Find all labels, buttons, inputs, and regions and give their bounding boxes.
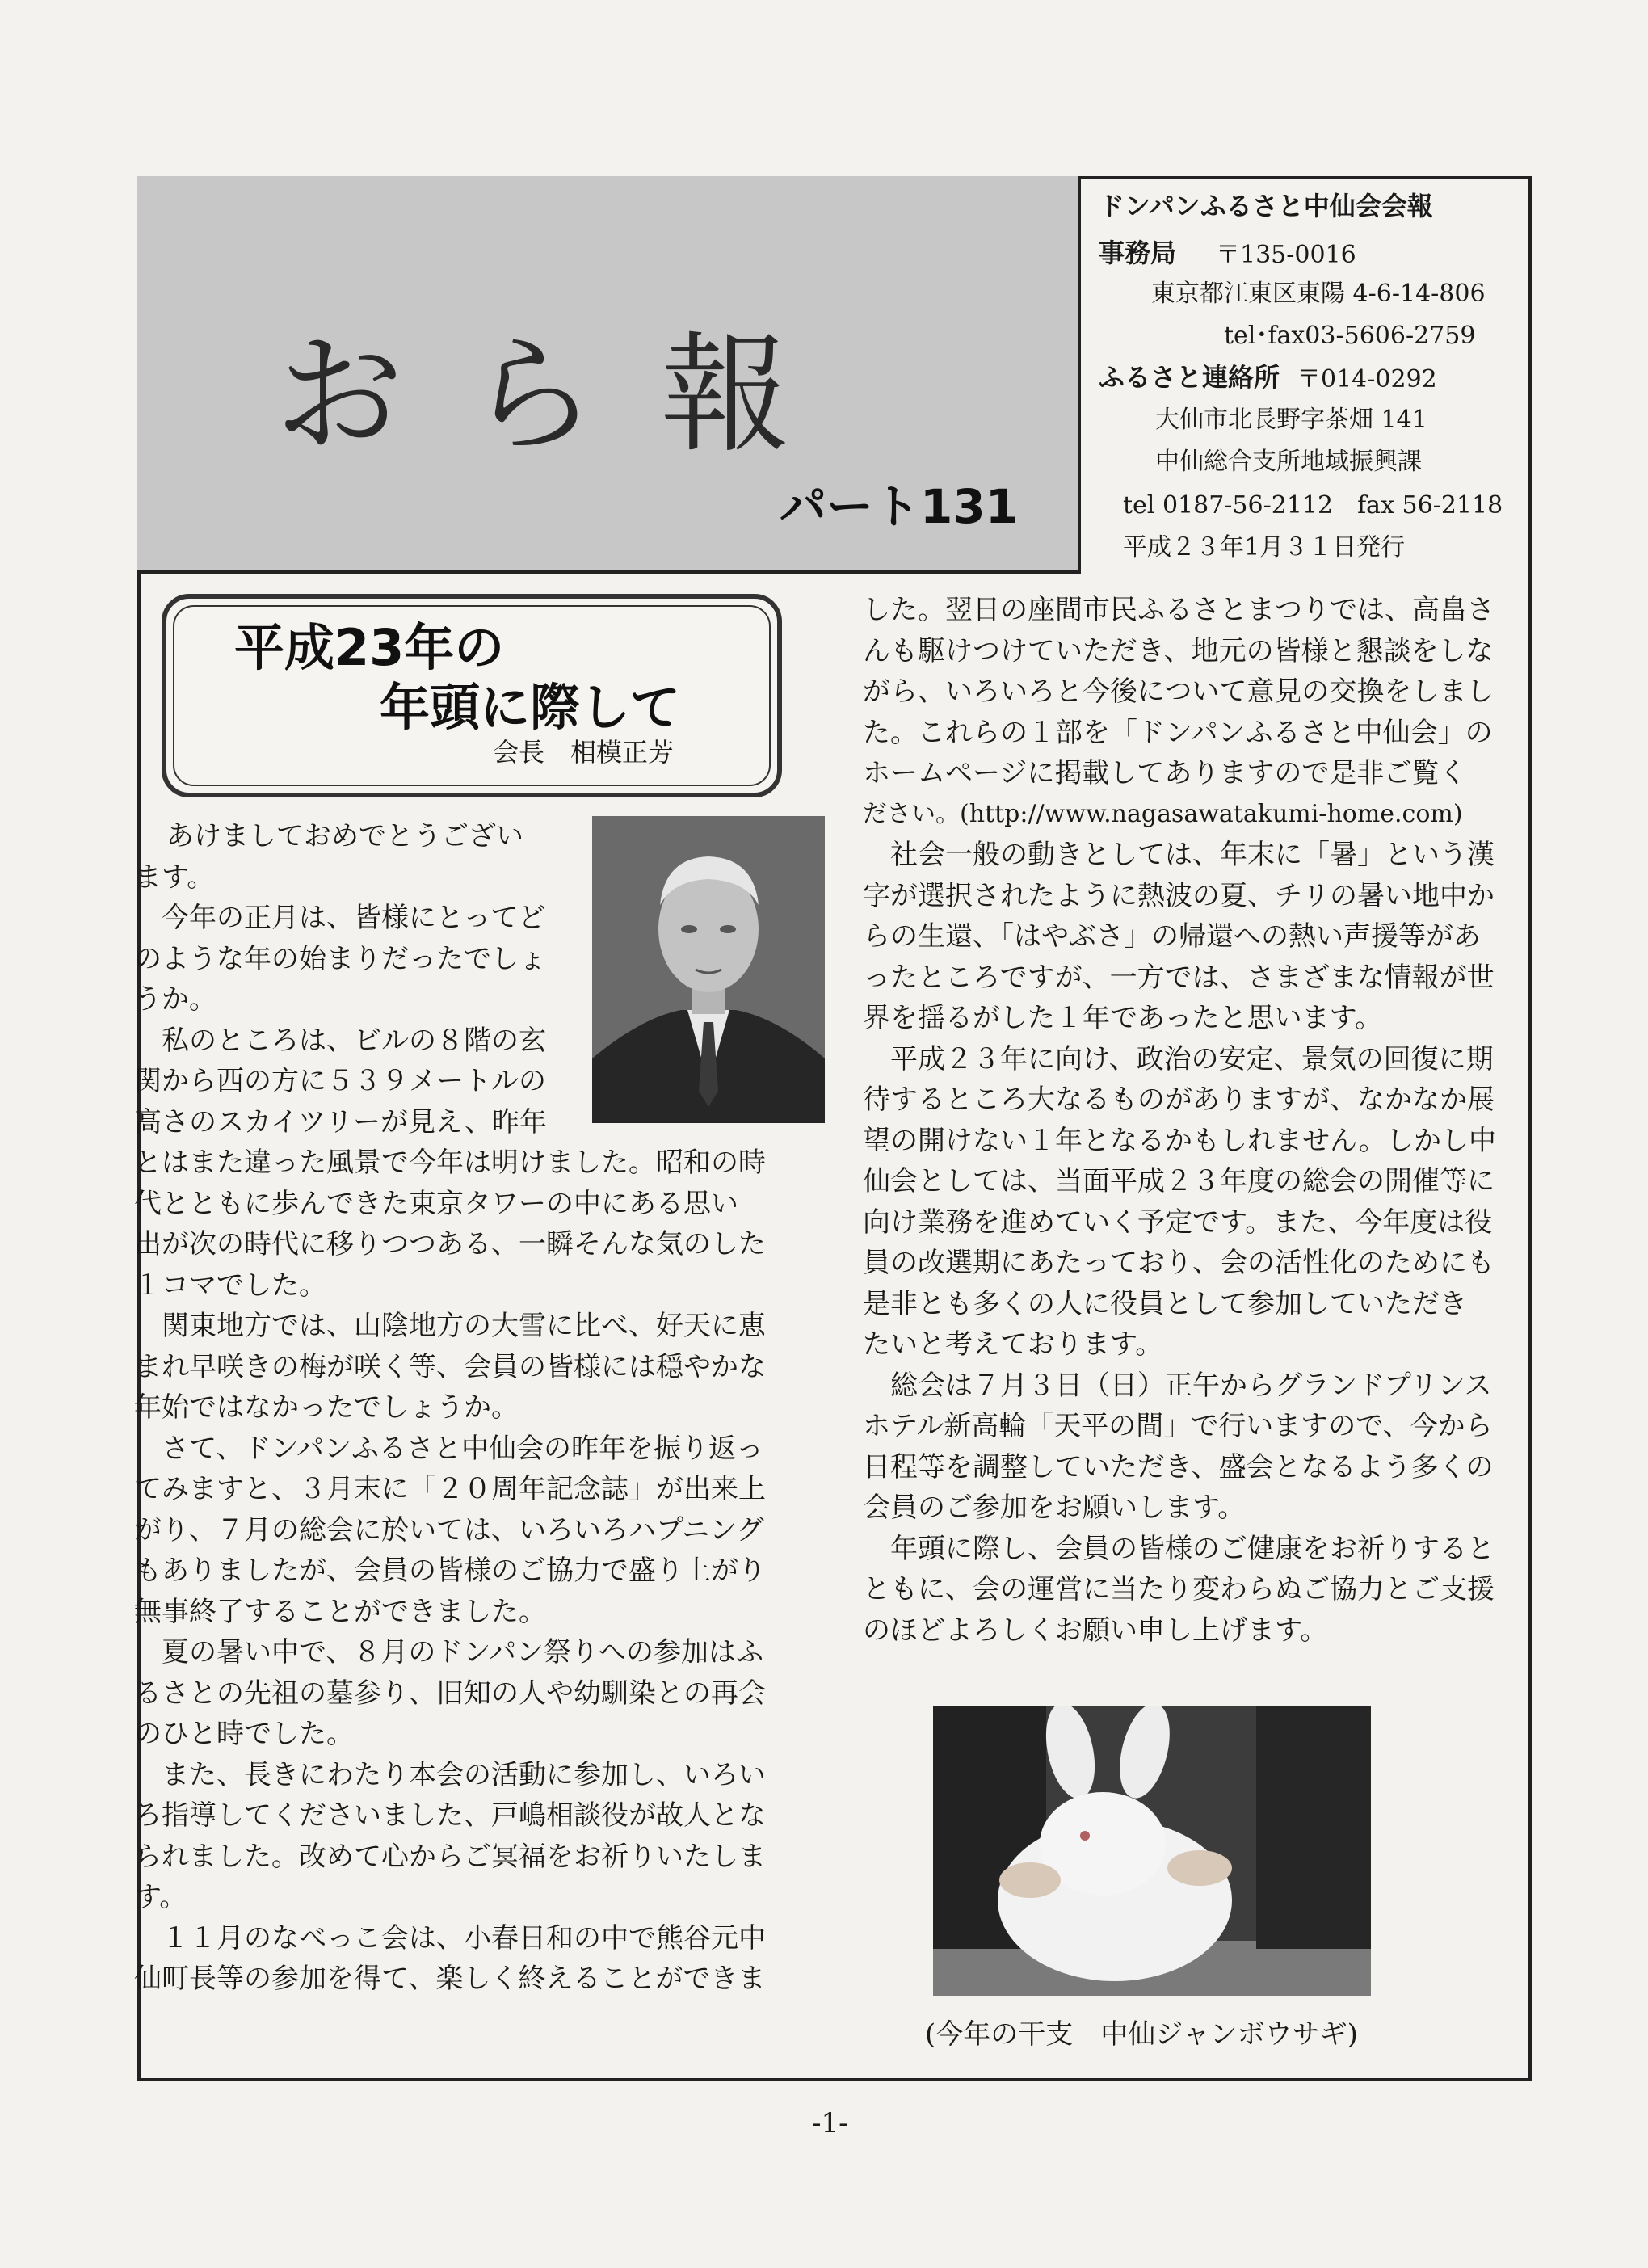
left-line-7: 高さのスカイツリーが見え、昨年 [134,1105,548,1138]
right-line-5: ださい。(http://www.nagasawatakumi-home.com) [863,799,1463,828]
page-number: -1- [812,2107,848,2140]
right-line-25: のほどよろしくお願い申し上げます。 [863,1614,1328,1647]
photo-caption: (今年の干支 中仙ジャンボウサギ) [925,2018,1358,2051]
right-line-10: 界を揺るがした１年であったと思います。 [863,1002,1382,1034]
left-line-18: もありましたが、会員の皆様のご協力で盛り上がり [134,1555,766,1587]
rabbit-photo [933,1706,1371,1996]
left-line-8: とはまた違った風景で今年は明けました。昭和の時 [134,1147,766,1179]
headline-line-1: 平成23年の [234,618,505,677]
right-line-17: 是非とも多くの人に役員として参加していただき [863,1287,1467,1320]
right-line-22: 会員のご参加をお願いします。 [863,1492,1246,1524]
left-line-4: うか。 [134,983,217,1016]
right-line-15: 向け業務を進めていく予定です。また、今年度は役 [863,1206,1493,1239]
office-label: 事務局 [1099,238,1177,268]
left-line-21: るさとの先祖の墓参り、旧知の人や幼馴染との再会 [134,1677,766,1710]
right-line-14: 仙会としては、当面平成２３年度の総会の開催等に [863,1165,1495,1197]
right-line-18: たいと考えております。 [863,1328,1163,1361]
home-office-dept: 中仙総合支所地域振興課 [1155,448,1422,476]
left-line-15: さて、ドンパンふるさと中仙会の昨年を振り返っ [134,1432,763,1465]
author: 会長 相模正芳 [493,737,675,768]
left-line-25: られました。改めて心からご冥福をお祈りいたしま [134,1840,766,1873]
left-line-26: す。 [134,1881,187,1913]
right-line-13: 望の開けない１年となるかもしれません。しかし中 [863,1124,1497,1157]
right-line-16: 員の改選期にあたっており、会の活性化のためにも [863,1247,1495,1279]
left-line-20: 夏の暑い中で、８月のドンパン祭りへの参加はふ [134,1636,763,1668]
right-line-0: した。翌日の座間市民ふるさとまつりでは、高畠さ [863,594,1495,626]
home-office-label: ふるさと連絡所 [1099,362,1280,393]
home-office-address: 大仙市北長野字茶畑 141 [1155,406,1427,434]
right-line-9: ったところですが、一方では、さまざまな情報が世 [863,961,1495,994]
right-line-20: ホテル新高輪「天平の間」で行いますので、今から [863,1410,1493,1442]
right-line-21: 日程等を調整していただき、盛会となるよう多くの [863,1450,1494,1483]
left-line-16: てみますと、３月末に「２０周年記念誌」が出来上 [134,1473,766,1505]
left-line-14: 年始ではなかったでしょうか。 [134,1391,519,1424]
left-line-12: 関東地方では、山陰地方の大雪に比べ、好天に恵 [134,1310,766,1342]
right-line-2: がら、いろいろと今後について意見の交換をしまし [863,675,1495,708]
left-line-23: また、長きにわたり本会の活動に参加し、いろい [134,1758,766,1791]
right-line-1: んも駆けつけていただき、地元の皆様と懇談をしな [863,634,1494,667]
left-line-28: 仙町長等の参加を得て、楽しく終えることができま [134,1963,766,1995]
home-office-tel: tel 0187-56-2112 fax 56-2118 [1123,491,1503,520]
left-line-3: のような年の始まりだったでしょ [134,942,546,975]
right-line-11: 平成２３年に向け、政治の安定、景気の回復に期 [863,1042,1494,1075]
office-zip: 〒135-0016 [1216,241,1356,269]
left-line-13: まれ早咲きの梅が咲く等、会員の皆様には穏やかな [134,1350,766,1383]
left-line-19: 無事終了することができました。 [134,1595,546,1628]
left-line-9: 代とともに歩んできた東京タワーの中にある思い [134,1187,738,1220]
left-line-11: １コマでした。 [134,1269,326,1302]
right-line-6: 社会一般の動きとしては、年末に「暑」という漢 [863,839,1495,871]
right-line-8: らの生還、「はやぶさ」の帰還への熱い声援等があ [863,920,1481,953]
article-right-column [863,590,1541,1651]
left-line-24: ろ指導してくださいました、戸嶋相談役が故人とな [134,1799,766,1832]
home-office-zip: 〒014-0292 [1297,365,1437,393]
left-line-27: １１月のなべっこ会は、小春日和の中で熊谷元中 [134,1921,766,1955]
newsletter-name: ドンパンふるさと中仙会会報 [1099,191,1433,221]
left-line-1: ます。 [134,860,215,894]
headline-line-2: 年頭に際して [380,678,681,737]
masthead-title: お ら 報 [275,319,801,470]
issue-date: 平成２３年1月３１日発行 [1123,533,1406,562]
office-tel: tel･fax03-5606-2759 [1224,322,1476,350]
left-line-22: のひと時でした。 [134,1718,354,1750]
left-line-6: 関から西の方に５３９メートルの [134,1065,546,1097]
left-line-10: 出が次の時代に移りつつある、一瞬そんな気のした [134,1228,766,1260]
right-line-24: ともに、会の運営に当たり変わらぬご協力とご支援 [863,1573,1495,1605]
right-line-3: た。これらの１部を「ドンパンふるさと中仙会」の [863,716,1493,749]
office-address: 東京都江東区東陽 4-6-14-806 [1151,280,1486,308]
right-line-7: 字が選択されたように熱波の夏、チリの暑い地中か [863,879,1495,912]
left-line-5: 私のところは、ビルの８階の玄 [134,1024,546,1057]
left-line-2: 今年の正月は、皆様にとってど [134,902,546,934]
left-line-0: あけましておめでとうござい [166,820,523,852]
right-line-19: 総会は７月３日（日）正午からグランドプリンス [863,1369,1492,1402]
right-line-4: ホームページに掲載してありますので是非ご覧く [863,757,1467,789]
masthead-part-number: パート131 [780,479,1019,534]
right-line-12: 待するところ大なるものがありますが、なかなか展 [863,1084,1495,1116]
left-line-17: がり、７月の総会に於いては、いろいろハプニング [134,1513,764,1546]
right-line-23: 年頭に際し、会員の皆様のご健康をお祈りすると [863,1532,1495,1565]
article-left-column [134,816,821,2000]
